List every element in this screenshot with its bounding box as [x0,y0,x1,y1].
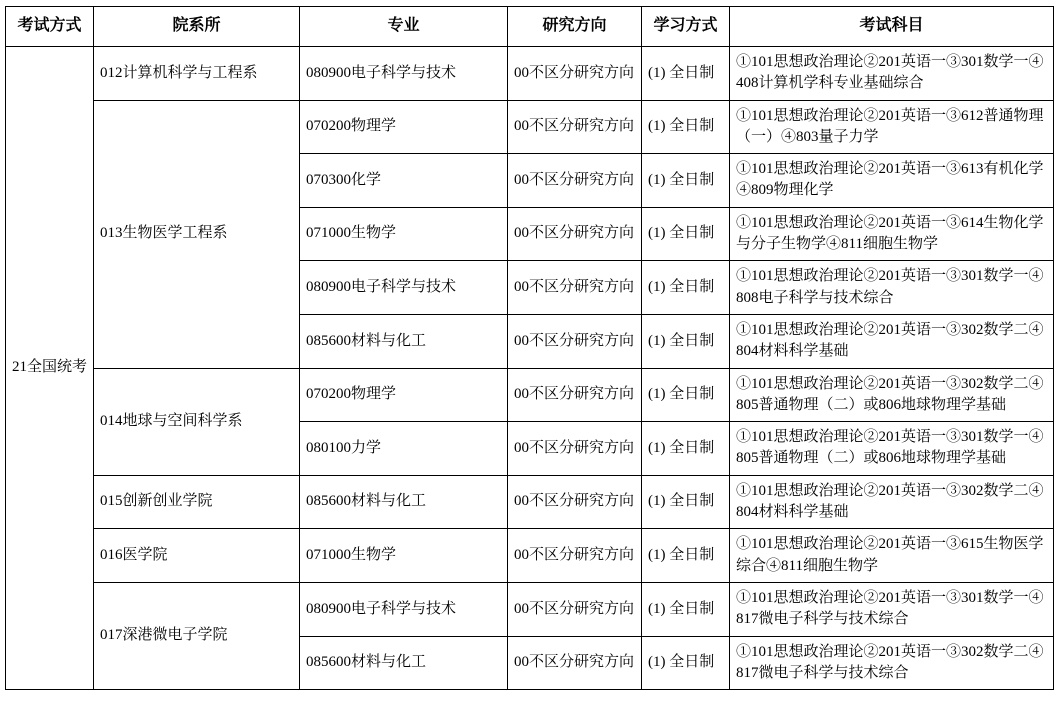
table-row [6,47,1054,101]
cell-study-mode: (1) 全日制 [642,636,730,690]
cell-study-mode: (1) 全日制 [642,47,730,101]
cell-department: 015创新创业学院 [94,475,300,529]
cell-research-direction: 00不区分研究方向 [508,261,642,315]
cell-exam-subjects: ①101思想政治理论②201英语一③302数学二④805普通物理（二）或806地球物理学基础 [730,368,1054,422]
cell-exam-subjects: ①101思想政治理论②201英语一③302数学二④817微电子科学与技术综合 [730,636,1054,690]
cell-research-direction: 00不区分研究方向 [508,47,642,101]
cell-major: 070200物理学 [300,368,508,422]
cell-major: 085600材料与化工 [300,314,508,368]
cell-research-direction: 00不区分研究方向 [508,154,642,208]
column-header-exam-subjects: 考试科目 [730,7,1054,47]
cell-research-direction: 00不区分研究方向 [508,368,642,422]
column-header-research-direction: 研究方向 [508,7,642,47]
column-header-department: 院系所 [94,7,300,47]
cell-major: 070300化学 [300,154,508,208]
column-header-major: 专业 [300,7,508,47]
cell-study-mode: (1) 全日制 [642,100,730,154]
table-row [6,100,1054,154]
cell-study-mode: (1) 全日制 [642,422,730,476]
cell-research-direction: 00不区分研究方向 [508,422,642,476]
cell-study-mode: (1) 全日制 [642,314,730,368]
cell-exam-subjects: ①101思想政治理论②201英语一③615生物医学综合④811细胞生物学 [730,529,1054,583]
cell-study-mode: (1) 全日制 [642,529,730,583]
cell-research-direction: 00不区分研究方向 [508,582,642,636]
cell-major: 071000生物学 [300,207,508,261]
table-row [6,529,1054,583]
cell-department: 016医学院 [94,529,300,583]
cell-study-mode: (1) 全日制 [642,582,730,636]
table-row [6,475,1054,529]
cell-research-direction: 00不区分研究方向 [508,207,642,261]
table-header-row [6,7,1054,47]
cell-department: 012计算机科学与工程系 [94,47,300,101]
cell-study-mode: (1) 全日制 [642,154,730,208]
table-header [6,7,1054,47]
cell-study-mode: (1) 全日制 [642,261,730,315]
cell-department: 013生物医学工程系 [94,100,300,368]
cell-research-direction: 00不区分研究方向 [508,314,642,368]
cell-exam-subjects: ①101思想政治理论②201英语一③302数学二④804材料科学基础 [730,314,1054,368]
cell-exam-subjects: ①101思想政治理论②201英语一③301数学一④408计算机学科专业基础综合 [730,47,1054,101]
cell-major: 080100力学 [300,422,508,476]
cell-exam-subjects: ①101思想政治理论②201英语一③613有机化学④809物理化学 [730,154,1054,208]
table-row [6,368,1054,422]
table-body [6,47,1054,690]
cell-exam-subjects: ①101思想政治理论②201英语一③301数学一④817微电子科学与技术综合 [730,582,1054,636]
cell-major: 071000生物学 [300,529,508,583]
cell-research-direction: 00不区分研究方向 [508,636,642,690]
cell-major: 080900电子科学与技术 [300,47,508,101]
cell-study-mode: (1) 全日制 [642,475,730,529]
cell-exam-mode: 21全国统考 [6,47,94,690]
cell-major: 085600材料与化工 [300,475,508,529]
table-row [6,582,1054,636]
exam-subjects-table [5,6,1054,690]
cell-department: 017深港微电子学院 [94,582,300,689]
column-header-exam-mode: 考试方式 [6,7,94,47]
cell-exam-subjects: ①101思想政治理论②201英语一③301数学一④808电子科学与技术综合 [730,261,1054,315]
cell-research-direction: 00不区分研究方向 [508,100,642,154]
cell-research-direction: 00不区分研究方向 [508,529,642,583]
cell-exam-subjects: ①101思想政治理论②201英语一③612普通物理（一）④803量子力学 [730,100,1054,154]
cell-research-direction: 00不区分研究方向 [508,475,642,529]
cell-major: 070200物理学 [300,100,508,154]
cell-exam-subjects: ①101思想政治理论②201英语一③614生物化学与分子生物学④811细胞生物学 [730,207,1054,261]
cell-major: 080900电子科学与技术 [300,261,508,315]
cell-study-mode: (1) 全日制 [642,368,730,422]
cell-exam-subjects: ①101思想政治理论②201英语一③301数学一④805普通物理（二）或806地球物理学基础 [730,422,1054,476]
cell-major: 080900电子科学与技术 [300,582,508,636]
cell-study-mode: (1) 全日制 [642,207,730,261]
cell-major: 085600材料与化工 [300,636,508,690]
cell-department: 014地球与空间科学系 [94,368,300,475]
column-header-study-mode: 学习方式 [642,7,730,47]
cell-exam-subjects: ①101思想政治理论②201英语一③302数学二④804材料科学基础 [730,475,1054,529]
